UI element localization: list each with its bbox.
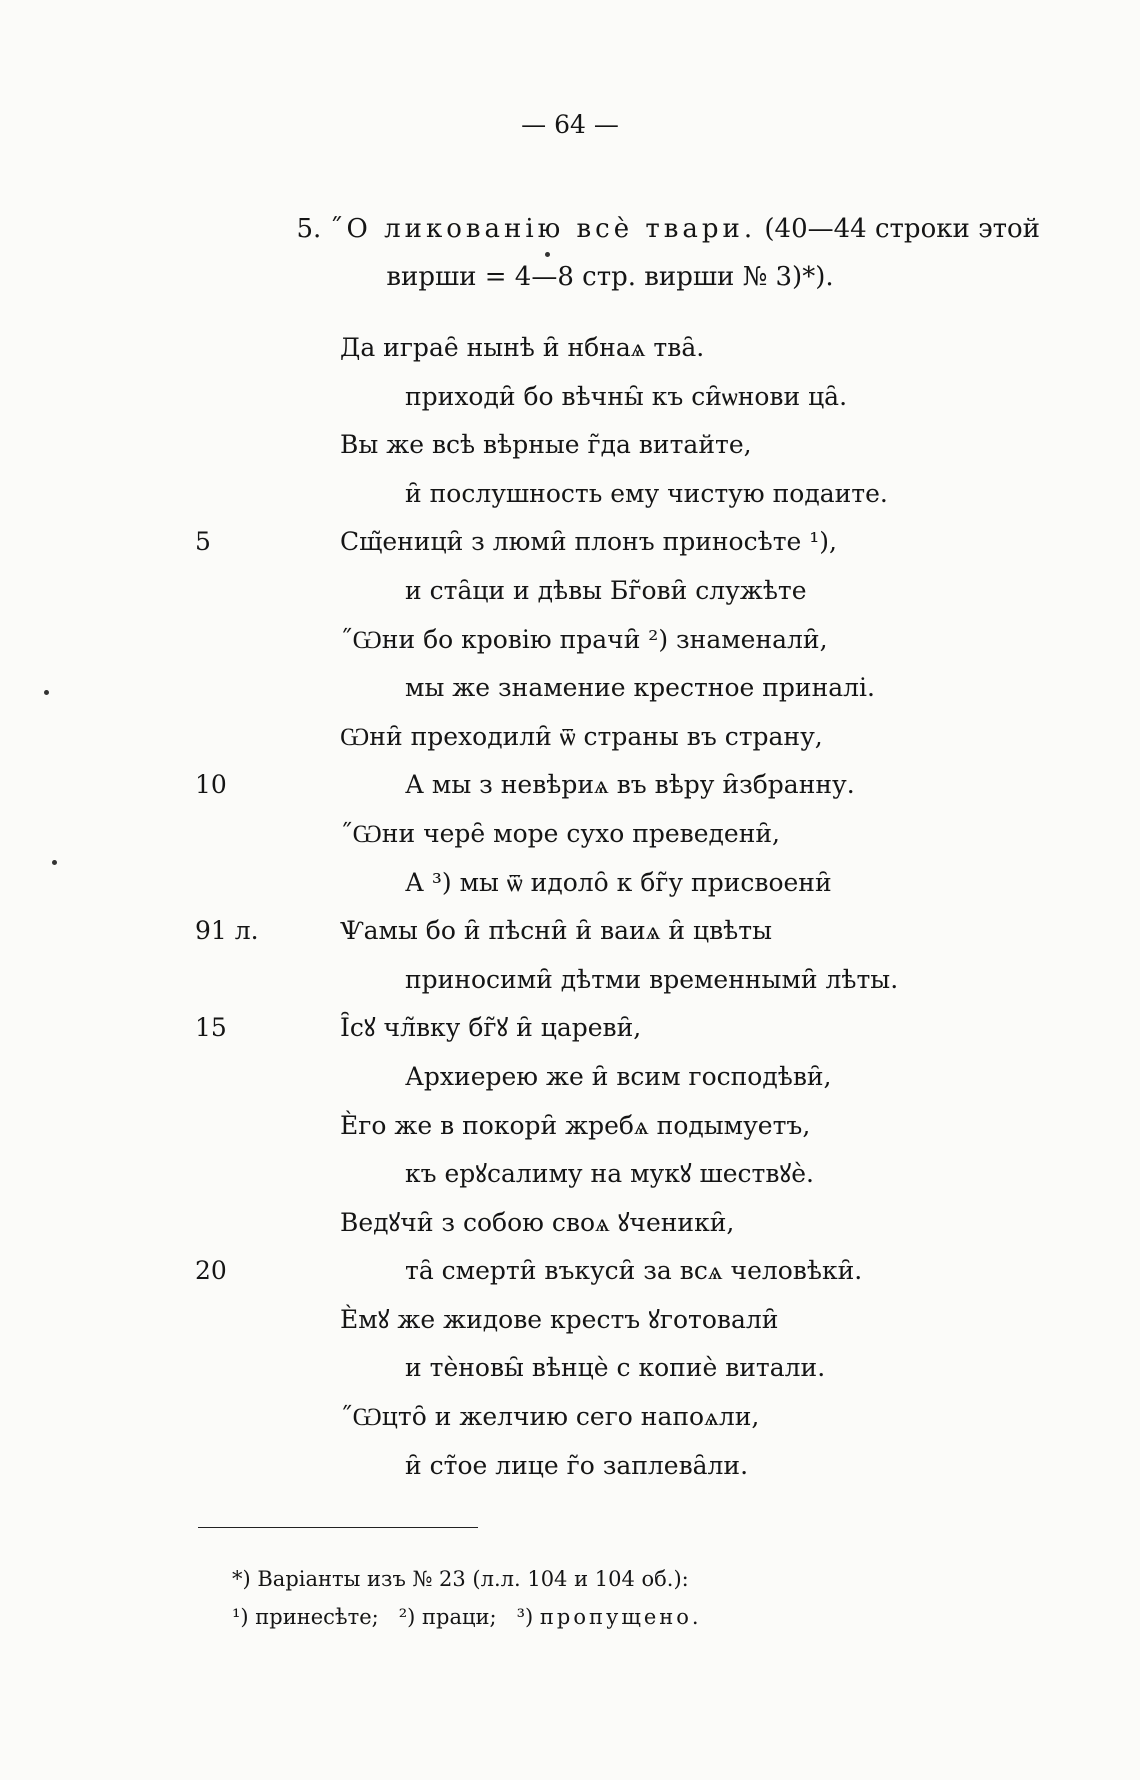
verse-text: та̑ смерти̑ въкуси̑ за всѧ человѣки̑. (405, 1256, 863, 1286)
verse-line (0, 518, 1140, 567)
line-marker: 10 (195, 770, 227, 800)
verse-line (0, 616, 1140, 665)
verse-text: и ста̑ци и дѣвы Бг̃ови̑ служѣте (405, 575, 807, 605)
verse-text: Сщ̃еници̑ з люми̑ плонъ приносѣте ¹), (340, 527, 837, 557)
line-marker: 91 л. (195, 916, 259, 946)
verse-text: и̑ ст̃ое лице г̃о заплева̑ли. (405, 1450, 749, 1480)
verse-text: и тѐновы̑ вѣнцѐ с копиѐ витали. (405, 1353, 826, 1383)
heading-title: ˝О ликованію всѐ твари. (329, 214, 757, 244)
line-marker: 15 (195, 1013, 227, 1043)
verse-text: и̑ послушность ему чистую подаите. (405, 478, 888, 508)
verse-line (0, 956, 1140, 1005)
verse-text: къ ерꙋсалиму на мукꙋ шествꙋѐ. (405, 1159, 814, 1189)
verse-line (0, 1393, 1140, 1442)
line-marker: 5 (195, 527, 211, 557)
verse-text: І̑сꙋ чл̃вку бг̃ꙋ и̑ цареви̑, (340, 1013, 642, 1043)
verse-line (0, 324, 1140, 373)
page-number: — 64 — (521, 110, 619, 139)
line-marker: 20 (195, 1256, 227, 1286)
verse-text: ˝Ѡни чере̑ море сухо преведени̑, (340, 818, 780, 848)
verse-line (0, 810, 1140, 859)
verse-line (0, 1004, 1140, 1053)
verse-text: приходи̑ бо вѣчны̑ къ си̑ѡнови ца̑. (405, 381, 848, 411)
verse-text: Вы же всѣ вѣрные г̃да витайте, (340, 430, 752, 460)
verse-line (0, 1344, 1140, 1393)
verse-text: приносими̑ дѣтми временными̑ лѣты. (405, 964, 899, 994)
poem-heading (180, 205, 1040, 301)
footnote-list (232, 1598, 1032, 1636)
verse-text: А мы з невѣриѧ въ вѣру и̑збранну. (405, 770, 855, 800)
footnote-2: ²) праци; (398, 1605, 497, 1629)
footnote-variants: *) Варіанты изъ № 23 (л.л. 104 и 104 об.): (232, 1567, 689, 1591)
verse-line (0, 761, 1140, 810)
verse-text: ˝Ѡцто̑ и желчию сего напоѧли, (340, 1402, 760, 1432)
verse-line (0, 664, 1140, 713)
verse-line (0, 1442, 1140, 1491)
verse-text: Ѐго же в покори̑ жребѧ подымуетъ, (340, 1110, 811, 1140)
heading-line-1 (180, 205, 1040, 253)
verse-line (0, 470, 1140, 519)
verse-line (0, 907, 1140, 956)
verse-line (0, 1150, 1140, 1199)
verse-text: ˝Ѡни бо кровію прачи̑ ²) знаменали̑, (340, 624, 828, 654)
verse-line (0, 567, 1140, 616)
footnote-3-text: пропущено. (539, 1605, 702, 1629)
ink-speck (52, 860, 57, 865)
verse-line (0, 713, 1140, 762)
verse-line (0, 421, 1140, 470)
ink-speck (545, 252, 550, 257)
verse-line (0, 1296, 1140, 1345)
verse-text: Ѱамы бо и̑ пѣсни̑ и̑ ваиѧ и̑ цвѣты (340, 916, 772, 946)
verse-text: Ѐмꙋ же жидове крестъ ꙋготовали̑ (340, 1304, 779, 1334)
verse-text: Ѡни̑ преходили̑ ѿ страны въ страну, (340, 721, 823, 751)
footnote-3-marker: ³) (516, 1605, 534, 1629)
verse-block (0, 324, 1140, 1490)
verse-text: Архиерею же и̑ всим господѣви̑, (405, 1061, 832, 1091)
footnote-rule (198, 1527, 478, 1528)
verse-line (0, 373, 1140, 422)
verse-line (0, 1053, 1140, 1102)
heading-number: 5. (296, 214, 322, 244)
verse-line (0, 1199, 1140, 1248)
heading-line-2: вирши = 4—8 стр. вирши № 3)*). (386, 262, 834, 292)
footnote-1: ¹) принесѣте; (232, 1605, 379, 1629)
verse-text: А ³) мы ѿ идоло̑ к бг̃у присвоени̑ (405, 867, 832, 897)
footnotes (232, 1560, 1032, 1636)
verse-line (0, 859, 1140, 908)
verse-text: Да играе̑ нынѣ и̑ нбнаѧ тва̑. (340, 333, 705, 362)
verse-text: мы же знамение крестное приналі. (405, 673, 875, 703)
verse-line (0, 1247, 1140, 1296)
ink-speck (44, 690, 49, 695)
verse-text: Ведꙋчи̑ з собою своѧ ꙋченики̑, (340, 1207, 735, 1237)
verse-line (0, 1102, 1140, 1151)
heading-note: (40—44 строки этой (764, 214, 1040, 244)
